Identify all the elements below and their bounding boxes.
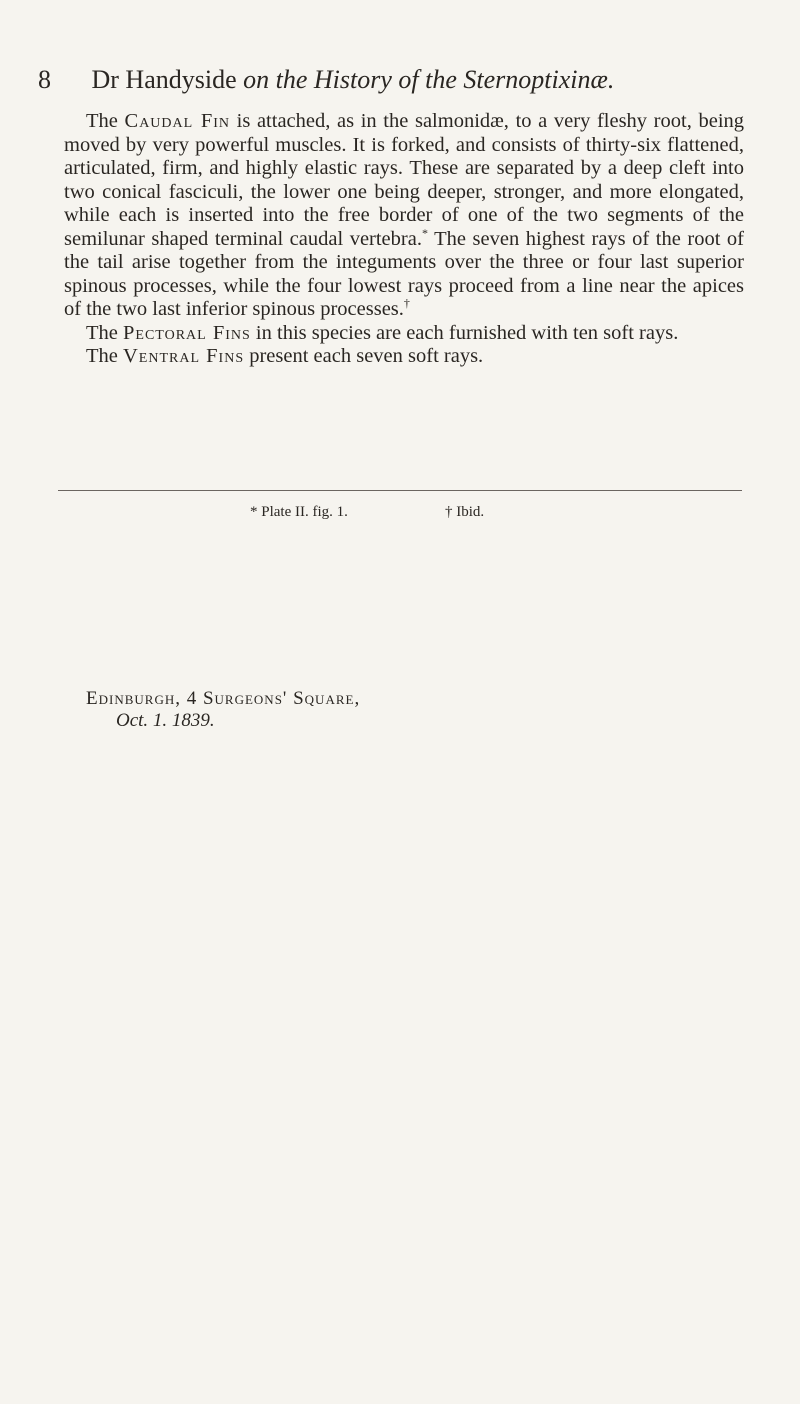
footnote-ref: † [403,296,410,311]
running-header [38,64,738,96]
paragraph-text: is attached, as in the salmonidæ, to a very fleshy root, being moved by very powerful muscles. It is forked, and consists of thirty-six flattened, articulated, firm, and highly elastic rays. These are separated by a deep cleft into two conical fasciculi, the lower one being deeper, stronger, and more elongated, while each is inserted into the free border of one of the two segments of the semilunar shaped terminal caudal vertebra. [64,110,745,250]
paragraph-text: present each seven soft rays. [249,345,484,367]
page-number: 8 [38,65,51,94]
section-heading-ventral-fins: Ventral Fins [123,345,245,367]
footnote-right: † Ibid. [445,504,485,520]
paragraph-text: The seven highest rays of the root of the tail arise together from the integuments over the three or four last superior spinous processes, while the four lowest rays proceed from a line near the apices of the two last inferior spinous processes. [64,227,744,320]
imprint-place: Edinburgh, 4 Surgeons' Square, [86,688,361,709]
footnote-left: * Plate II. fig. 1. [250,504,348,520]
paragraph-pectoral-fins [64,322,744,346]
imprint-date-line [116,710,360,732]
body-text [64,110,744,369]
section-heading-pectoral-fins: Pectoral Fins [123,321,251,344]
header-title: on the History of the Sternoptixinæ. [243,65,615,94]
footnote-ref: * [421,225,428,240]
paragraph-lead: The [86,110,118,132]
paragraph-caudal-fin [64,110,744,322]
header-author: Dr Handyside [91,65,237,94]
imprint-date: Oct. 1. 1839. [116,710,215,731]
footnotes [250,502,650,522]
paragraph-text: in this species are each furnished with ten soft rays. [255,321,679,344]
section-heading-caudal-fin: Caudal Fin [124,110,230,132]
imprint [86,688,360,732]
paragraph-ventral-fins [64,345,744,369]
paragraph-lead: The [86,321,118,344]
footnote-divider [58,490,742,491]
paragraph-lead: The [86,345,118,367]
